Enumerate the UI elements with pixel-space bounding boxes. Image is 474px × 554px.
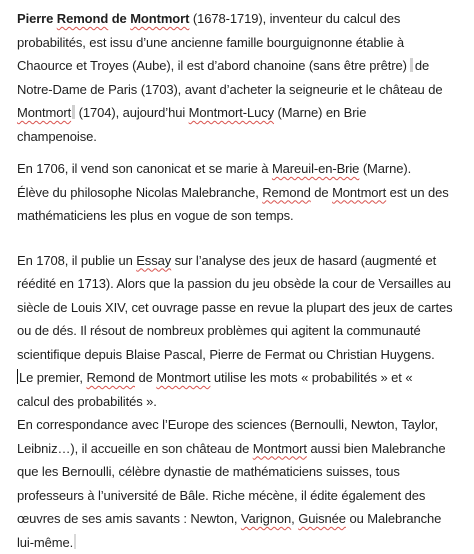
text-line: probabilités, est issu d’une ancienne famille bourguignonne établie à [17, 31, 469, 55]
text-span: sur l’analyse des jeux de hasard (augmenté et [171, 253, 436, 268]
text-line: que les Bernoulli, célèbre dynastie de mathématiciens suisses, tous [17, 460, 469, 484]
text-line [17, 366, 469, 390]
selection-marker [410, 58, 413, 72]
text-span: (1704), aujourd’hui [75, 105, 189, 120]
text-line: calcul des probabilités ». [17, 390, 469, 414]
text-line [17, 507, 469, 531]
text-span: de [311, 185, 332, 200]
misspelled-word[interactable]: Montmort [156, 370, 210, 385]
paragraph-spacing [17, 228, 469, 249]
text-span: (Marne) en Brie [274, 105, 366, 120]
text-span: En 1708, il publie un [17, 253, 136, 268]
paragraph-3[interactable] [17, 249, 469, 554]
text-line [17, 437, 469, 461]
misspelled-word[interactable]: Montmort [17, 105, 71, 120]
document-body[interactable] [17, 7, 469, 554]
bold-text: Pierre [17, 11, 57, 26]
misspelled-word[interactable]: Montmort [130, 11, 189, 26]
bold-text: de [108, 11, 130, 26]
misspelled-word[interactable]: Mareuil-en-Brie [272, 161, 359, 176]
misspelled-word[interactable]: Guisnée [298, 511, 346, 526]
text-span: de [415, 58, 429, 73]
text-span: Leibniz…), il accueille en son château de [17, 441, 253, 456]
text-line: siècle de Louis XIV, cet ouvrage passe en revue la plupart des jeux de cartes [17, 296, 469, 320]
text-span: lui-même. [17, 535, 73, 550]
text-line: Notre-Dame de Paris (1703), avant d’acheter la seigneurie et le château de [17, 78, 469, 102]
text-line [17, 531, 469, 554]
text-span: En 1706, il vend son canonicat et se marie à [17, 161, 272, 176]
text-span: (1678-1719), inventeur du calcul des [189, 11, 400, 26]
text-line [17, 249, 469, 273]
paragraph-end-marker [74, 534, 76, 549]
text-span: Chaource et Troyes (Aube), il est d’abord chanoine (sans être prêtre) [17, 58, 407, 73]
misspelled-word[interactable]: Montmort [253, 441, 307, 456]
text-span: (Marne). [359, 161, 411, 176]
text-span: aussi bien Malebranche [307, 441, 446, 456]
misspelled-word[interactable]: Montmort [332, 185, 386, 200]
misspelled-word[interactable]: Remond [57, 11, 108, 26]
misspelled-word[interactable]: Essay [136, 253, 171, 268]
text-line [17, 101, 469, 125]
misspelled-word[interactable]: Montmort-Lucy [189, 105, 274, 120]
text-line [17, 54, 469, 78]
text-cursor [17, 369, 18, 384]
text-line [17, 7, 469, 31]
text-line: ou de dés. Il résout de nombreux problèmes qui agitent la communauté [17, 319, 469, 343]
text-line [17, 181, 469, 205]
text-line: réédité en 1713). Alors que la passion du jeu obsède la cour de Versailles au [17, 272, 469, 296]
text-line: scientifique depuis Blaise Pascal, Pierre de Fermat ou Christian Huygens. [17, 343, 469, 367]
text-line: professeurs à l’université de Bâle. Riche mécène, il édite également des [17, 484, 469, 508]
text-span: Le premier, [19, 370, 86, 385]
text-span: utilise les mots « probabilités » et « [210, 370, 412, 385]
text-span: de [135, 370, 156, 385]
misspelled-word[interactable]: Remond [86, 370, 135, 385]
text-line: champenoise. [17, 125, 469, 149]
paragraph-2[interactable] [17, 157, 469, 228]
paragraph-1[interactable] [17, 7, 469, 148]
text-line: mathématiciens les plus en vogue de son temps. [17, 204, 469, 228]
text-line [17, 157, 469, 181]
text-span: œuvres de ses amis savants : Newton, [17, 511, 241, 526]
text-span: , [291, 511, 298, 526]
misspelled-word[interactable]: Varignon [241, 511, 291, 526]
text-span: ou Malebranche [346, 511, 441, 526]
text-line: En correspondance avec l’Europe des sciences (Bernoulli, Newton, Taylor, [17, 413, 469, 437]
text-span: Élève du philosophe Nicolas Malebranche, [17, 185, 262, 200]
misspelled-word[interactable]: Remond [262, 185, 311, 200]
paragraph-spacing [17, 148, 469, 157]
text-span: est un des [386, 185, 449, 200]
